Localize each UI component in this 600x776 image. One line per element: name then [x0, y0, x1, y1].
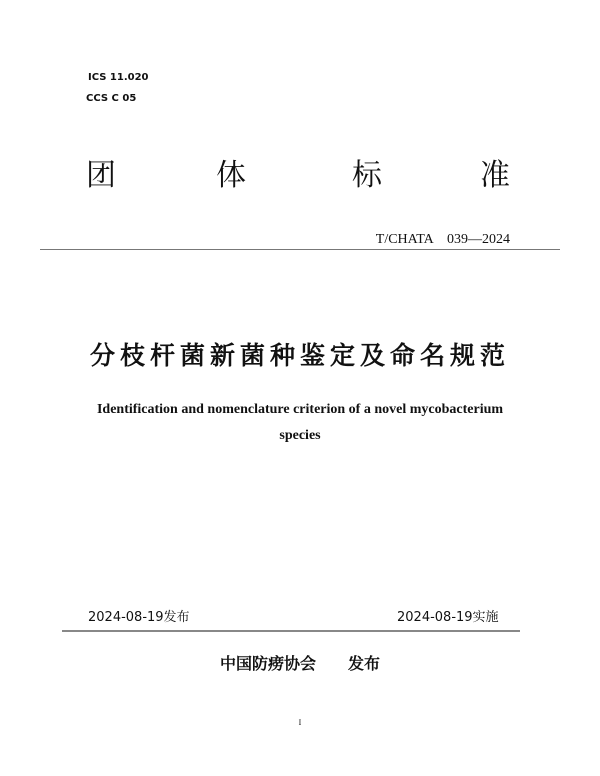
title-english-line2: species	[279, 428, 321, 443]
page-number: I	[298, 718, 302, 727]
title-chinese: 分枝杆菌新菌种鉴定及命名规范	[89, 341, 510, 370]
title-english-line1: Identification and nomenclature criterion of a novel mycobacterium	[96, 402, 504, 417]
doc-type-char: 团	[86, 158, 116, 193]
ics-code: ICS 11.020	[88, 72, 149, 83]
issue-date: 2024-08-19发布	[88, 610, 190, 625]
doc-type-char: 准	[480, 158, 510, 193]
doc-type-char: 体	[216, 158, 246, 193]
publisher: 中国防痨协会 发布	[219, 654, 380, 673]
header-divider	[40, 249, 560, 250]
footer-divider	[62, 630, 520, 632]
doc-type-char: 标	[352, 158, 382, 193]
standard-number: T/CHATA 039—2024	[375, 232, 510, 247]
ccs-code: CCS C 05	[86, 93, 137, 104]
implement-date: 2024-08-19实施	[397, 610, 499, 625]
